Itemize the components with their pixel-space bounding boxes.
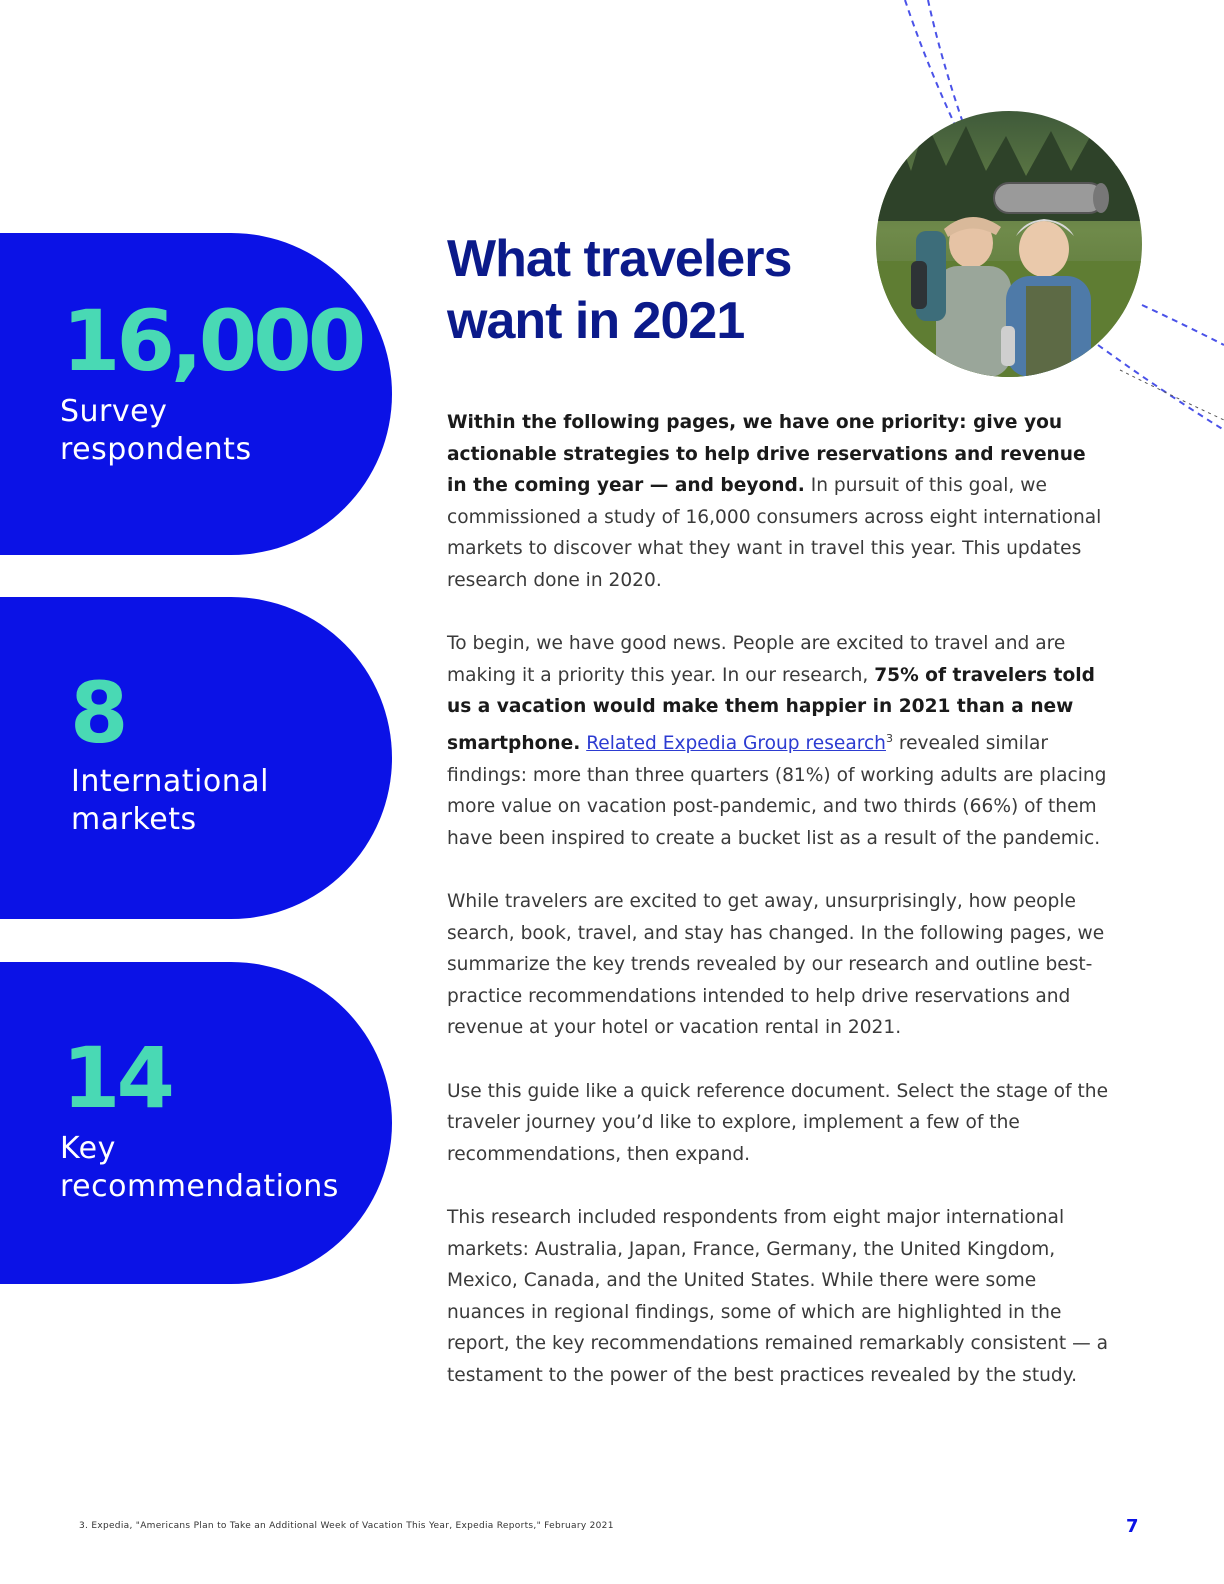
stat-number: 14 bbox=[62, 1029, 171, 1127]
stat-label: Key recommendations bbox=[60, 1131, 339, 1204]
stat-label: International markets bbox=[71, 764, 269, 837]
related-research-link[interactable]: Related Expedia Group research bbox=[586, 733, 886, 755]
stat-card-key-recommendations bbox=[0, 962, 392, 1284]
paragraph: This research included respondents from eight major international markets: Australia, Japan, France, Germany, the United Kingdom, Mexico, Canada, and the United States. While there were some nuances in regional findings, some of which are highlighted in the report, the key recommendations remained remarkably consistent — a testament to the power of the best practices revealed by the study. bbox=[447, 1207, 1108, 1386]
intro-body bbox=[447, 407, 1109, 1423]
stat-number: 16,000 bbox=[62, 292, 363, 390]
paragraph: Within the following pages, we have one priority: give you actionable strategies to help drive reservations and revenue in the coming year — and beyond. In pursuit of this goal, we commissioned a study of 16,000 consumers across eight international markets to discover what they want in travel this year. This updates research done in 2020. bbox=[447, 412, 1102, 591]
stat-card-international-markets bbox=[0, 597, 392, 919]
footnote: 3. Expedia, "Americans Plan to Take an Additional Week of Vacation This Year, Expedia Reports," February 2021 bbox=[79, 1521, 614, 1531]
travelers-photo bbox=[876, 111, 1142, 377]
stat-label: Survey respondents bbox=[60, 394, 252, 467]
stat-card-survey-respondents bbox=[0, 233, 392, 555]
footnote-reference: 3 bbox=[885, 731, 893, 745]
paragraph: While travelers are excited to get away, unsurprisingly, how people search, book, travel, and stay has changed. In the following pages, we summarize the key trends revealed by our research and outline best-practice recommendations intended to help drive reservations and revenue at your hotel or vacation rental in 2021. bbox=[447, 891, 1105, 1039]
paragraph: Use this guide like a quick reference document. Select the stage of the traveler journey you’d like to explore, implement a few of the recommendations, then expand. bbox=[447, 1080, 1109, 1165]
page-number: 7 bbox=[1126, 1516, 1139, 1537]
paragraph: To begin, we have good news. People are excited to travel and are making it a priority this year. In our research, 75% of travelers told us a vacation would make them happier in 2021 than a new smartphone. Related Expedia Group research$^3$ revealed similar findings: more than three quarters (81%) of working adults are placing more value on vacation post-pandemic, and two thirds (66%) of them have been inspired to create a bucket list as a result of the pandemic. bbox=[447, 633, 1107, 849]
page-title: What travelers want in 2021 bbox=[447, 230, 792, 350]
stat-number: 8 bbox=[70, 664, 125, 762]
